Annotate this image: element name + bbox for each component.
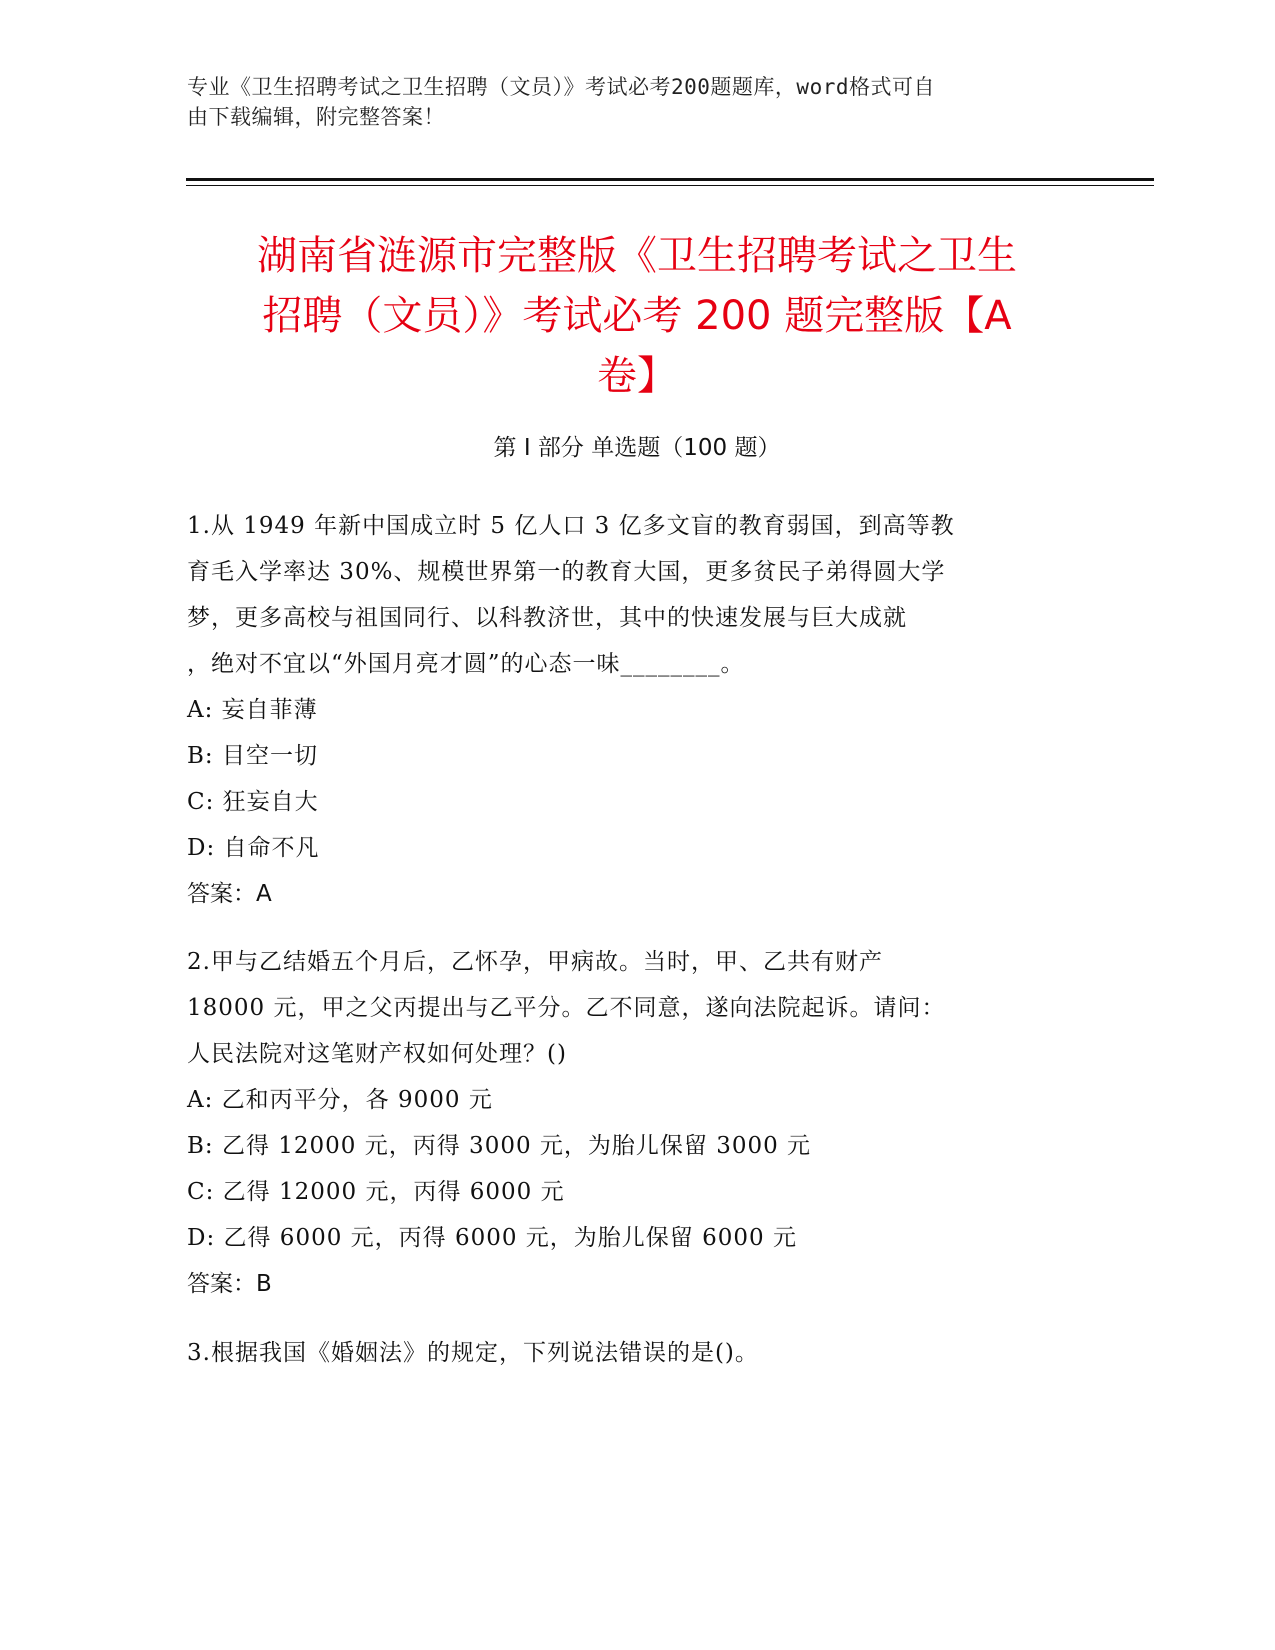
document-title xyxy=(187,226,1087,406)
header-note-line: 由下载编辑，附完整答案！ xyxy=(187,105,445,129)
option-d: D: 自命不凡 xyxy=(187,835,320,861)
answer-line: 答案：B xyxy=(187,1271,272,1297)
question-text-line: 梦，更多高校与祖国同行、以科教济世，其中的快速发展与巨大成就 xyxy=(187,605,907,631)
document-title-line: 招聘（文员）》考试必考 200 题完整版【A xyxy=(262,293,1012,339)
option-d: D: 乙得 6000 元，丙得 6000 元，为胎儿保留 6000 元 xyxy=(187,1225,797,1251)
option-c: C: 乙得 12000 元，丙得 6000 元 xyxy=(187,1179,565,1205)
question-text-line: 18000 元，甲之父丙提出与乙平分。乙不同意，遂向法院起诉。请问： xyxy=(187,995,946,1021)
section-heading: 第 I 部分 单选题（100 题） xyxy=(493,435,781,461)
option-b: B: 目空一切 xyxy=(187,743,318,769)
option-b: B: 乙得 12000 元，丙得 3000 元，为胎儿保留 3000 元 xyxy=(187,1133,812,1159)
answer-line: 答案：A xyxy=(187,881,272,907)
question-text-line: 3.根据我国《婚姻法》的规定，下列说法错误的是()。 xyxy=(187,1340,759,1366)
option-c: C: 狂妄自大 xyxy=(187,789,319,815)
question-text-line: ，绝对不宜以“外国月亮才圆”的心态一味________。 xyxy=(187,651,745,677)
header-note-line: 专业《卫生招聘考试之卫生招聘（文员）》考试必考200题题库，word格式可自 xyxy=(187,75,935,99)
question-text-line: 育毛入学率达 30%、规模世界第一的教育大国，更多贫民子弟得圆大学 xyxy=(187,559,946,585)
header-note xyxy=(187,72,1067,132)
header-divider-thin xyxy=(186,185,1154,186)
question-text-line: 人民法院对这笔财产权如何处理？() xyxy=(187,1041,567,1067)
question-2 xyxy=(187,939,1087,1307)
question-3 xyxy=(187,1330,1087,1376)
question-text-line: 1.从 1949 年新中国成立时 5 亿人口 3 亿多文盲的教育弱国，到高等教 xyxy=(187,513,955,539)
question-text-line: 2.甲与乙结婚五个月后，乙怀孕，甲病故。当时，甲、乙共有财产 xyxy=(187,949,883,975)
header-divider-thick xyxy=(186,178,1154,181)
option-a: A: 妄自菲薄 xyxy=(187,697,318,723)
document-title-line: 湖南省涟源市完整版《卫生招聘考试之卫生 xyxy=(257,233,1017,279)
question-1 xyxy=(187,503,1087,917)
document-title-line: 卷】 xyxy=(597,353,677,399)
option-a: A: 乙和丙平分，各 9000 元 xyxy=(187,1087,493,1113)
